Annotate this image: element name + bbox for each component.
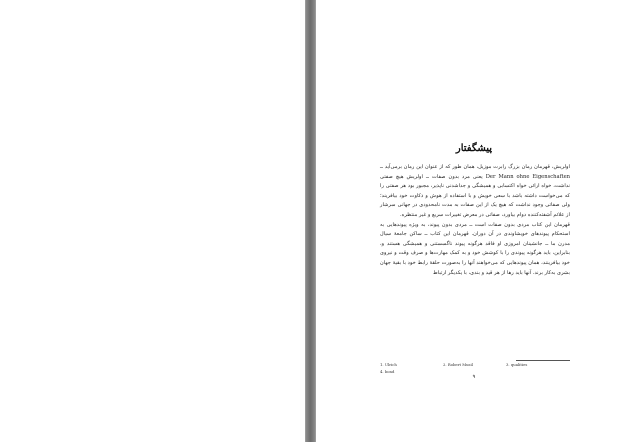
footnote-4: 4. bond [380,369,395,374]
right-page [315,0,631,442]
footnote-1: 1. Ulrich [380,362,397,367]
footnotes [380,361,570,375]
footnote-3: 3. qualities [506,362,528,367]
page-number: ۹ [472,374,476,380]
chapter-heading: پیشگفتار [455,143,493,154]
paragraph-2: قهرمان این کتاب مردی بدون صفات است ــ مردی بدون پیوند، به ویژه پیوندهایی به استحکام پیوندهای خویشاوندی در آن دوران. قهرمان این کتاب ــ ساکن جامعهٔ سیال مدرن ما ــ جانشینان امروزی او فاقد هرگونه پیوند ناگسستنی و همیشگی هستند و، بنابراین، باید هرگونه پیوندی را با کوشش خود و به کمک مهارت‌ها و صرف وقت و نیروی خود بیافرینند، همان پیوندهایی که می‌خواهند آنها را به‌صورت حلقهٔ رابط خود با بقیهٔ جهان بشری به‌کار برند. آنها باید رها از هر قید و بندی، با یکدیگر ارتباط [380,221,570,276]
page-gutter [306,0,315,442]
left-page [0,0,306,442]
paragraph-1: اولریش، قهرمان رمان بزرگ رابرت موزیل، همان طور که از عنوان این رمان برمی‌آید ــ Der Mann ohne Eigenschaften یعنی مرد بدون صفات ــ اولریش هیچ صفتی نداشت، خواه ارائی خواه اکتسابی و همیشگی و جداشدنی ناپذیر، مجبور بود هر صفتی را که می‌خواست داشته باشد با سعی خویش و با استفاده از هوش و ذکاوت خود بیافریند؛ ولی صفاتی وجود نداشت که هیچ یک از این صفات به مدت نامحدودی در جهانی سرشار از علائم آشفته‌کننده دوام بیاورد، صفاتی در معرض تغییرات سریع و غیر منتظره. [380,164,570,218]
footnote-2: 2. Robert Musil [443,362,473,367]
body-text [380,163,570,278]
